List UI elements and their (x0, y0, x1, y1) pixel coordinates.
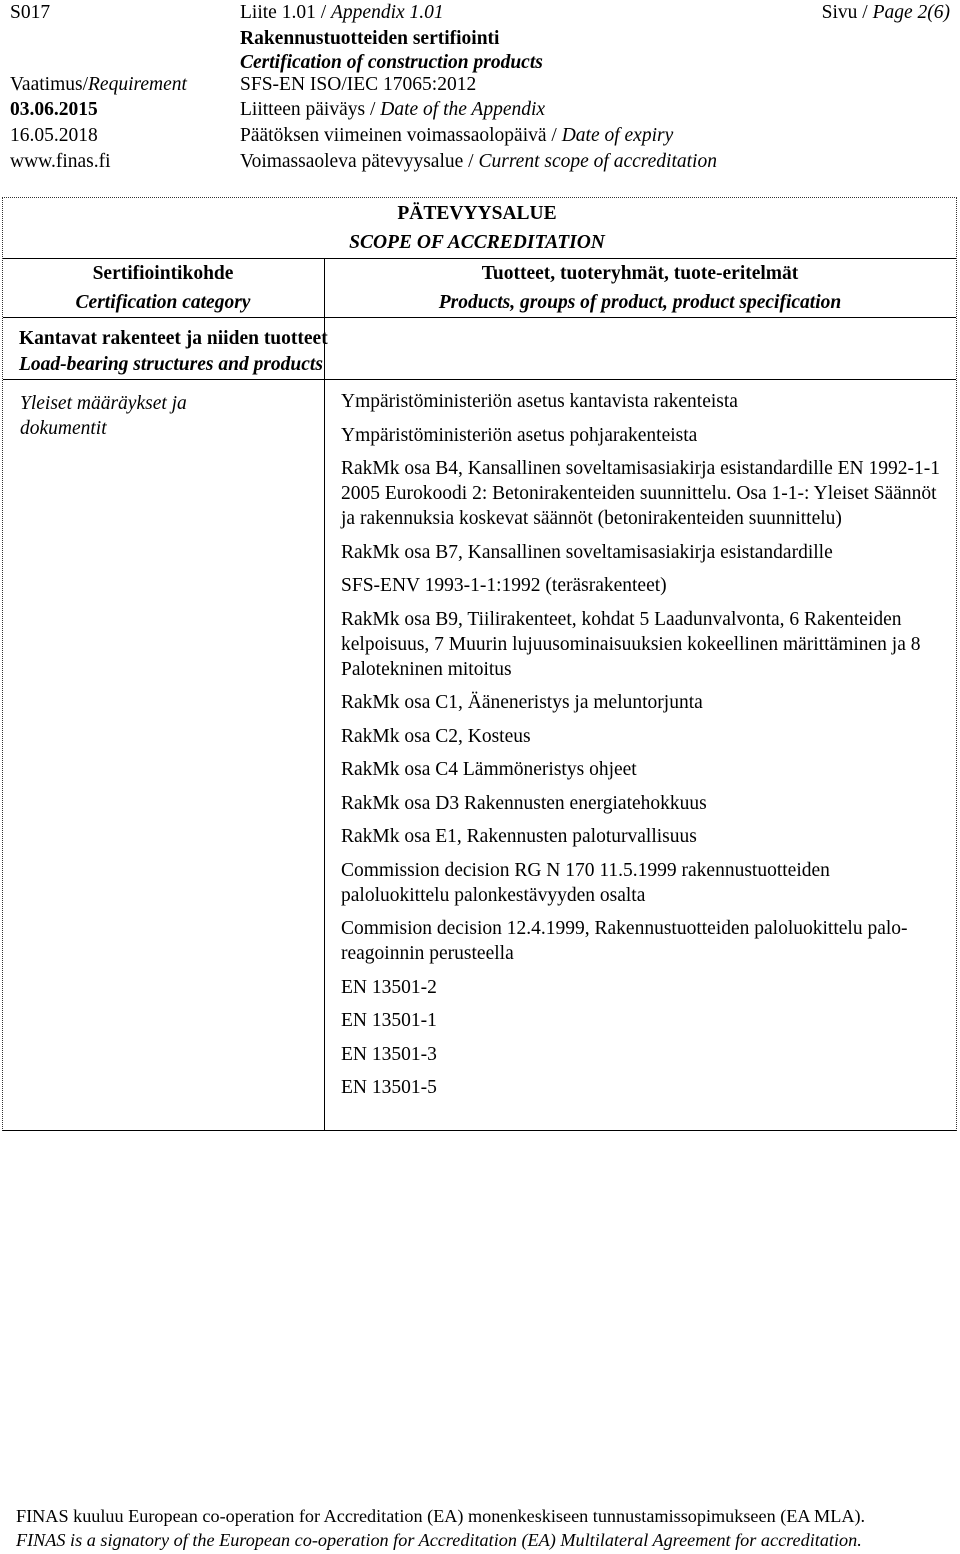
expiry-label-en: Date of expiry (561, 125, 674, 146)
list-item: RakMk osa C1, Ääneneristys ja meluntorjunta (341, 692, 703, 713)
list-item: RakMk osa B4, Kansallinen soveltamisasiakirja esistandardille EN 1992-1-1 2005 Eurokoodi 2: Betonirakenteiden suunnittelu. Osa 1-1-: Yleiset Säännöt ja rakennuksia koskevat säännöt (betonirakenteiden suunnittelu) (341, 458, 940, 529)
appendix-number-fi: Liite 1.01 / (240, 2, 331, 23)
col1-header-en: Certification category (75, 292, 251, 313)
section-title-en: Load-bearing structures and products (19, 354, 323, 375)
list-item: RakMk osa B7, Kansallinen soveltamisasiakirja esistandardille (341, 541, 833, 563)
list-item: RakMk osa C4 Lämmöneristys ohjeet (341, 759, 637, 780)
table-top-border (2, 197, 957, 198)
footer-en: FINAS is a signatory of the European co-operation for Accreditation (EA) Multilateral Agreement for accreditation. (16, 1530, 862, 1550)
scope-label-fi: Voimassaoleva pätevyysalue / (240, 151, 479, 172)
column-divider (324, 258, 325, 1131)
appendix-number-en: Appendix 1.01 (331, 2, 444, 23)
document-code: S017 (10, 2, 51, 23)
section-title-fi: Kantavat rakenteet ja niiden tuotteet (19, 328, 328, 349)
scope-label (240, 149, 717, 175)
scope-title-en: SCOPE OF ACCREDITATION (349, 232, 605, 253)
requirement-label-en: Requirement (88, 74, 187, 95)
appendix-date-label-en: Date of the Appendix (380, 99, 546, 120)
category-label: Yleiset määräykset ja dokumentit (20, 393, 187, 439)
col1-header-fi: Sertifiointikohde (92, 263, 234, 284)
section-divider (3, 379, 956, 380)
website-link[interactable]: www.finas.fi (10, 151, 111, 172)
page-number-fi: Sivu / (821, 2, 873, 23)
requirement-label-fi: Vaatimus/ (10, 74, 88, 95)
program-title-en: Certification of construction products (240, 52, 543, 73)
list-item: EN 13501-3 (341, 1043, 437, 1065)
col2-header-fi: Tuotteet, tuoteryhmät, tuote-eritelmät (481, 263, 799, 284)
scope-label-en: Current scope of accreditation (478, 151, 717, 172)
program-title-fi: Rakennustuotteiden sertifiointi (240, 28, 500, 49)
list-item: RakMk osa E1, Rakennusten paloturvallisuus (341, 826, 697, 847)
appendix-date: 03.06.2015 (10, 99, 98, 120)
appendix-date-label (240, 97, 545, 123)
appendix-date-label-fi: Liitteen päiväys / (240, 99, 381, 120)
list-item: Commission decision RG N 170 11.5.1999 rakennustuotteiden paloluokittelu palonkestävyyden osalta (341, 859, 830, 906)
page-number (822, 0, 950, 26)
page-number-en: Page 2(6) (872, 2, 950, 23)
appendix-number (240, 0, 444, 26)
list-item: EN 13501-1 (341, 1010, 437, 1031)
expiry-date: 16.05.2018 (10, 125, 98, 146)
list-item: EN 13501-5 (341, 1077, 437, 1098)
list-item: SFS-ENV 1993-1-1:1992 (teräsrakenteet) (341, 575, 667, 596)
list-item: Ympäristöministeriön asetus pohjarakenteista (341, 424, 698, 446)
expiry-label (240, 123, 673, 149)
list-item: RakMk osa C2, Kosteus (341, 725, 531, 747)
requirement-value: SFS-EN ISO/IEC 17065:2012 (240, 74, 477, 95)
footer-fi: FINAS kuuluu European co-operation for Accreditation (EA) monenkeskiseen tunnustamissopimukseen (EA MLA). (16, 1506, 866, 1526)
expiry-label-fi: Päätöksen viimeinen voimassaolopäivä / (240, 125, 562, 146)
list-item: RakMk osa D3 Rakennusten energiatehokkuus (341, 792, 707, 814)
scope-title-fi: PÄTEVYYSALUE (397, 203, 557, 224)
requirement-label (10, 72, 187, 98)
list-item: Commision decision 12.4.1999, Rakennustuotteiden paloluokittelu palo-reagoinnin perusteella (341, 918, 908, 964)
items-list (341, 389, 941, 1109)
col2-header-en: Products, groups of product, product specification (438, 292, 842, 313)
list-item: Ympäristöministeriön asetus kantavista rakenteista (341, 391, 738, 412)
list-item: EN 13501-2 (341, 976, 437, 998)
list-item: RakMk osa B9, Tiilirakenteet, kohdat 5 Laadunvalvonta, 6 Rakenteiden kelpoisuus, 7 Muurin lujuusominaisuuksien kokeellinen märittäminen ja 8 Palotekninen mitoitus (341, 608, 921, 680)
